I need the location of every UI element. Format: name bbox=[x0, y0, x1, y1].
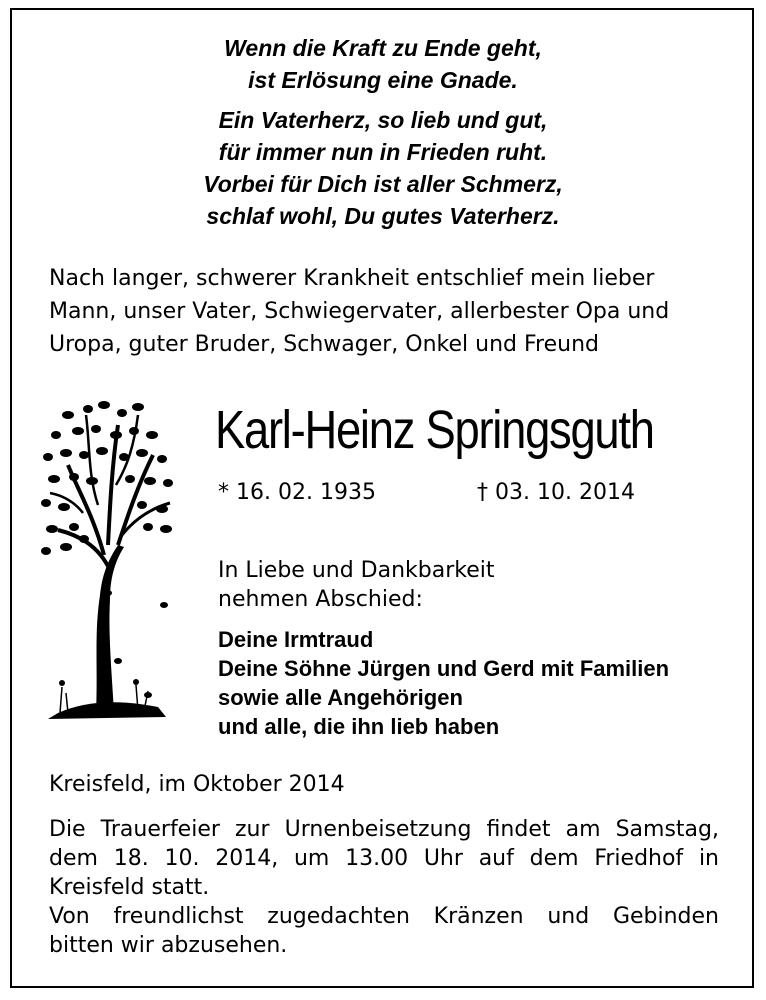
poem-line: ist Erlösung eine Gnade. bbox=[248, 67, 518, 93]
notice-line: dem 18. 10. 2014, um 13.00 Uhr auf dem Friedhof in bbox=[49, 846, 719, 871]
intro-line: Mann, unser Vater, Schwiegervater, allerbester Opa und bbox=[49, 299, 670, 324]
poem-stanza-1 bbox=[0, 32, 766, 96]
poem-line: Vorbei für Dich ist aller Schmerz, bbox=[203, 171, 563, 197]
death-date: † 03. 10. 2014 bbox=[477, 480, 635, 505]
notice-line: Die Trauerfeier zur Urnenbeisetzung findet am Samstag, bbox=[49, 817, 719, 842]
farewell-text bbox=[218, 556, 495, 614]
farewell-line: nehmen Abschied: bbox=[218, 587, 423, 612]
tree-icon bbox=[38, 395, 178, 725]
mourner-line: Deine Irmtraud bbox=[218, 627, 374, 652]
place-date: Kreisfeld, im Oktober 2014 bbox=[49, 772, 345, 797]
poem-line: Wenn die Kraft zu Ende geht, bbox=[224, 35, 542, 61]
mourner-line: und alle, die ihn lieb haben bbox=[218, 714, 500, 739]
funeral-notice bbox=[49, 815, 719, 960]
notice-line: Kreisfeld statt. bbox=[49, 875, 210, 900]
deceased-name: Karl-Heinz Springsguth bbox=[215, 400, 654, 460]
poem-line: für immer nun in Frieden ruht. bbox=[218, 139, 548, 165]
poem-line: schlaf wohl, Du gutes Vaterherz. bbox=[206, 203, 560, 229]
poem-line: Ein Vaterherz, so lieb und gut, bbox=[218, 107, 548, 133]
mourner-line: sowie alle Angehörigen bbox=[218, 685, 463, 710]
intro-line: Nach langer, schwerer Krankheit entschlief mein lieber bbox=[49, 266, 655, 291]
intro-text bbox=[49, 262, 719, 361]
birth-date: * 16. 02. 1935 bbox=[218, 480, 376, 505]
intro-line: Uropa, guter Bruder, Schwager, Onkel und Freund bbox=[49, 332, 599, 357]
farewell-line: In Liebe und Dankbarkeit bbox=[218, 558, 495, 583]
mourners-list bbox=[218, 625, 669, 741]
mourner-line: Deine Söhne Jürgen und Gerd mit Familien bbox=[218, 656, 670, 681]
notice-line: Von freundlichst zugedachten Kränzen und Gebinden bbox=[49, 904, 719, 929]
notice-line: bitten wir abzusehen. bbox=[49, 933, 288, 958]
poem-stanza-2 bbox=[0, 104, 766, 232]
